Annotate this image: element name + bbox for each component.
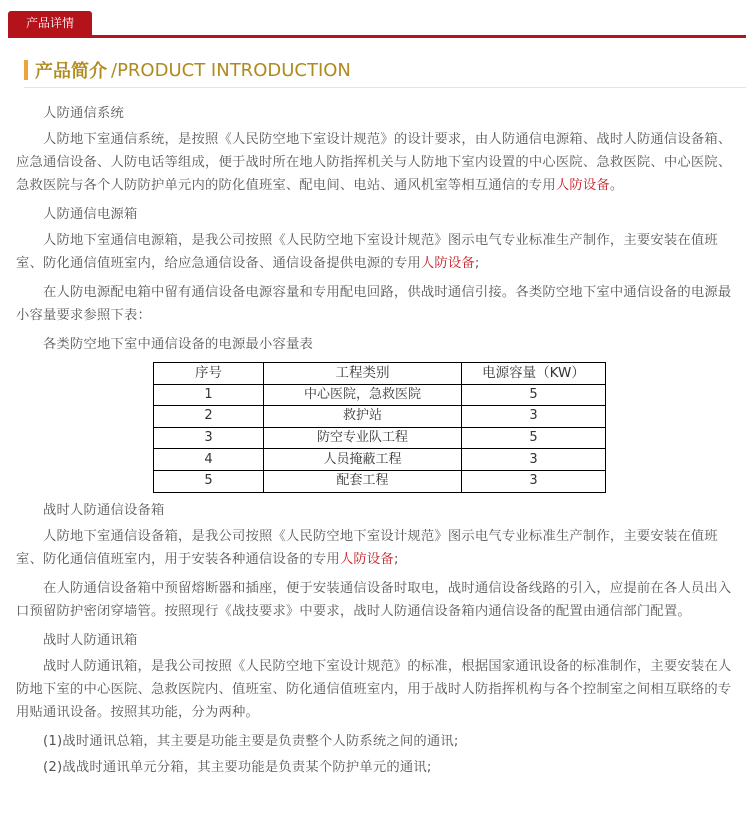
table-cell: 防空专业队工程 [264,427,462,449]
table-cell: 5 [462,384,606,406]
power-capacity-table [153,362,606,493]
table-cell: 2 [154,406,264,428]
table-cell: 5 [154,470,264,492]
link-civil-defense-equipment[interactable]: 人防设备 [420,256,475,271]
paragraph-end: ; [474,256,480,271]
table-cell: 人员掩蔽工程 [264,449,462,471]
table-title: 各类防空地下室中通信设备的电源最小容量表 [43,337,313,352]
table-cell: 3 [154,427,264,449]
paragraph-equipment-config: 在人防通信设备箱中预留熔断器和插座，便于安装通信设备时取电，战时通信设备线路的引入，应提前在各人员出入口预留防护密闭穿墙管。按照现行《战技要求》中要求，战时人防通信设备箱内通信设备的配置由通信部门配置。 [16,580,732,619]
table-cell: 3 [462,449,606,471]
table-cell: 3 [462,406,606,428]
article-content [16,98,744,782]
table-cell: 3 [462,470,606,492]
table-cell: 中心医院，急救医院 [264,384,462,406]
paragraph-power-capacity: 在人防电源配电箱中留有通信设备电源容量和专用配电回路，供战时通信引接。各类防空地下室中通信设备的电源最小容量要求参照下表： [16,285,732,323]
paragraph-text: 人防地下室通信系统，是按照《人民防空地下室设计规范》的设计要求，由人防通信电源箱、战时人防通信设备箱、应急通信设备、人防电话等组成，便于战时所在地人防指挥机关与人防地下室内设置的中心医院、急救医院、中心医院、急救医院与各个人防防护单元内的防化值班室、配电间、电站、通风机室等相互通信的专用 [16,132,732,193]
paragraph-text: 人防地下室通信设备箱，是我公司按照《人民防空地下室设计规范》图示电气专业标准生产制作，主要安装在值班室、防化通信值班室内，用于安装各种通信设备的专用 [16,528,718,567]
heading-title-en: /PRODUCT INTRODUCTION [111,59,351,81]
table-header-cell: 电源容量（KW） [462,363,606,385]
paragraph-end: ; [393,551,399,567]
tab-product-details[interactable]: 产品详情 [8,11,92,35]
table-row [154,406,606,428]
subtitle-comm-system: 人防通信系统 [43,106,124,121]
section-heading [24,58,351,82]
list-item-main-box: (1)战时通讯总箱，其主要是功能主要是负责整个人防系统之间的通讯; [43,733,459,749]
heading-divider [24,87,746,88]
table-cell: 1 [154,384,264,406]
table-cell: 5 [462,427,606,449]
table-cell: 救护站 [264,406,462,428]
subtitle-equipment-box: 战时人防通信设备箱 [43,502,165,518]
paragraph-comm-box: 战时人防通讯箱，是我公司按照《人民防空地下室设计规范》的标准，根据国家通讯设备的标准制作，主要安装在人防地下室的中心医院、急救医院内、值班室、防化通信值班室内，用于战时人防指挥机构与各个控制室之间相互联络的专用贴通讯设备。按照其功能，分为两种。 [16,658,732,720]
table-header-row [154,363,606,385]
table-header-cell: 工程类别 [264,363,462,385]
paragraph-equipment-box [16,525,744,571]
subtitle-comm-box: 战时人防通讯箱 [43,632,138,648]
paragraph-text: 人防地下室通信电源箱，是我公司按照《人民防空地下室设计规范》图示电气专业标准生产制作，主要安装在值班室、防化通信值班室内，给应急通信设备、通信设备提供电源的专用 [16,233,718,271]
link-civil-defense-equipment[interactable]: 人防设备 [339,551,394,567]
paragraph-end: 。 [609,178,624,193]
table-header-cell: 序号 [154,363,264,385]
heading-title-cn: 产品简介 [35,61,107,82]
heading-accent-bar [24,60,28,80]
table-cell: 4 [154,449,264,471]
table-row [154,384,606,406]
link-civil-defense-equipment[interactable]: 人防设备 [555,178,610,193]
table-row [154,427,606,449]
table-row [154,470,606,492]
tab-bar [8,11,746,38]
table-row [154,449,606,471]
paragraph-power-box [16,229,744,275]
subtitle-power-box: 人防通信电源箱 [43,207,138,222]
paragraph-comm-system [16,128,744,197]
table-cell: 配套工程 [264,470,462,492]
list-item-unit-box: (2)战战时通讯单元分箱，其主要功能是负责某个防护单元的通讯; [43,759,432,775]
